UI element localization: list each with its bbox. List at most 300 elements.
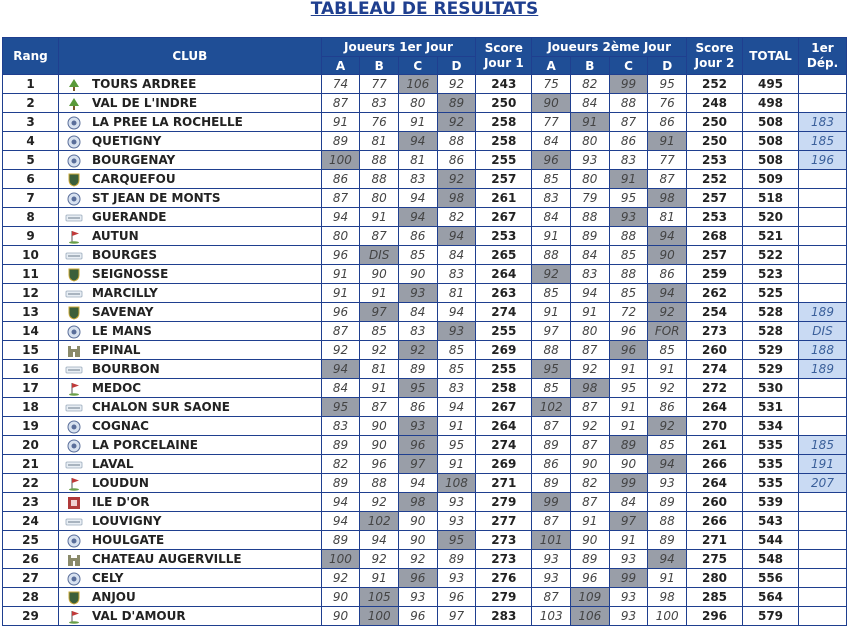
j2-score-b: 91 bbox=[570, 113, 609, 132]
j2-score-c: 91 bbox=[609, 531, 648, 550]
score-jour1: 269 bbox=[476, 341, 532, 360]
j2-score-d: 86 bbox=[648, 398, 687, 417]
j2-score-d: 98 bbox=[648, 189, 687, 208]
j2-score-d: 92 bbox=[648, 417, 687, 436]
j2-score-b: 87 bbox=[570, 341, 609, 360]
j1-score-a: 100 bbox=[321, 151, 360, 170]
score-jour2: 254 bbox=[687, 303, 743, 322]
j1-score-b: 91 bbox=[360, 379, 399, 398]
j1-score-b: 97 bbox=[360, 303, 399, 322]
j1-score-c: 95 bbox=[398, 379, 437, 398]
j1-score-d: 94 bbox=[437, 398, 476, 417]
club-name: LOUVIGNY bbox=[91, 514, 162, 528]
first-departure-cell bbox=[799, 246, 847, 265]
table-row bbox=[3, 398, 847, 417]
club-cell bbox=[58, 550, 321, 569]
score-jour2: 280 bbox=[687, 569, 743, 588]
j2-score-d: 91 bbox=[648, 132, 687, 151]
table-row bbox=[3, 265, 847, 284]
j1-score-a: 94 bbox=[321, 493, 360, 512]
club-name: VAL D'AMOUR bbox=[91, 609, 186, 623]
header-score2: Score Jour 2 bbox=[687, 38, 743, 75]
j2-score-b: 91 bbox=[570, 303, 609, 322]
first-departure-cell bbox=[799, 569, 847, 588]
score-jour1: 258 bbox=[476, 379, 532, 398]
total-cell: 539 bbox=[743, 493, 799, 512]
rank-cell: 18 bbox=[3, 398, 59, 417]
j2-score-a: 75 bbox=[532, 75, 571, 94]
score-jour1: 274 bbox=[476, 436, 532, 455]
j1-score-c: 93 bbox=[398, 284, 437, 303]
j1-score-a: 100 bbox=[321, 550, 360, 569]
j2-score-c: 93 bbox=[609, 550, 648, 569]
j2-score-a: 89 bbox=[532, 474, 571, 493]
score-jour2: 273 bbox=[687, 322, 743, 341]
j2-score-b: 92 bbox=[570, 360, 609, 379]
total-cell: 535 bbox=[743, 436, 799, 455]
j1-score-c: 86 bbox=[398, 227, 437, 246]
score-jour2: 252 bbox=[687, 75, 743, 94]
text-logo-icon bbox=[65, 363, 83, 377]
j2-score-a: 83 bbox=[532, 189, 571, 208]
j2-score-c: 99 bbox=[609, 75, 648, 94]
j2-score-d: 94 bbox=[648, 227, 687, 246]
results-table bbox=[2, 37, 847, 626]
j2-score-b: 82 bbox=[570, 474, 609, 493]
total-cell: 530 bbox=[743, 379, 799, 398]
j1-score-c: 90 bbox=[398, 512, 437, 531]
score-jour2: 257 bbox=[687, 246, 743, 265]
j2-score-d: FOR bbox=[648, 322, 687, 341]
j1-score-c: 89 bbox=[398, 360, 437, 379]
round-crest-icon bbox=[65, 325, 83, 339]
j1-score-a: 91 bbox=[321, 284, 360, 303]
header-dep: 1er Dép. bbox=[799, 38, 847, 75]
club-cell bbox=[58, 132, 321, 151]
j2-score-a: 91 bbox=[532, 303, 571, 322]
j2-score-c: 85 bbox=[609, 284, 648, 303]
j1-score-b: 102 bbox=[360, 512, 399, 531]
club-cell bbox=[58, 512, 321, 531]
table-row bbox=[3, 246, 847, 265]
club-name: BOURBON bbox=[91, 362, 160, 376]
j1-score-d: 92 bbox=[437, 170, 476, 189]
score-jour2: 262 bbox=[687, 284, 743, 303]
j1-score-a: 74 bbox=[321, 75, 360, 94]
j1-score-c: 98 bbox=[398, 493, 437, 512]
score-jour2: 268 bbox=[687, 227, 743, 246]
j1-score-b: 90 bbox=[360, 436, 399, 455]
j2-score-a: 88 bbox=[532, 341, 571, 360]
score-jour1: 255 bbox=[476, 151, 532, 170]
j2-score-c: 84 bbox=[609, 493, 648, 512]
total-cell: 525 bbox=[743, 284, 799, 303]
j1-score-a: 92 bbox=[321, 569, 360, 588]
club-name: LA PREE LA ROCHELLE bbox=[91, 115, 243, 129]
round-crest-icon bbox=[65, 154, 83, 168]
club-cell bbox=[58, 569, 321, 588]
first-departure-cell bbox=[799, 417, 847, 436]
header-j2-c: C bbox=[609, 57, 648, 75]
club-name: EPINAL bbox=[91, 343, 141, 357]
j1-score-d: 85 bbox=[437, 360, 476, 379]
j2-score-a: 97 bbox=[532, 322, 571, 341]
text-logo-icon bbox=[65, 401, 83, 415]
j1-score-d: 96 bbox=[437, 588, 476, 607]
club-name: BOURGES bbox=[91, 248, 158, 262]
j1-score-b: 87 bbox=[360, 227, 399, 246]
score-jour2: 270 bbox=[687, 417, 743, 436]
j1-score-c: 81 bbox=[398, 151, 437, 170]
score-jour2: 257 bbox=[687, 189, 743, 208]
club-cell bbox=[58, 265, 321, 284]
first-departure-cell: 185 bbox=[799, 436, 847, 455]
j1-score-a: 89 bbox=[321, 474, 360, 493]
total-cell: 535 bbox=[743, 455, 799, 474]
first-departure-cell bbox=[799, 588, 847, 607]
club-cell bbox=[58, 246, 321, 265]
header-rang: Rang bbox=[3, 38, 59, 75]
table-row bbox=[3, 569, 847, 588]
club-name: ST JEAN DE MONTS bbox=[91, 191, 221, 205]
j2-score-a: 85 bbox=[532, 379, 571, 398]
j1-score-a: 96 bbox=[321, 303, 360, 322]
total-cell: 498 bbox=[743, 94, 799, 113]
j2-score-b: 83 bbox=[570, 265, 609, 284]
tree-logo-icon bbox=[65, 78, 83, 92]
first-departure-cell bbox=[799, 550, 847, 569]
j2-score-d: 76 bbox=[648, 94, 687, 113]
rank-cell: 14 bbox=[3, 322, 59, 341]
page-title: TABLEAU DE RESULTATS bbox=[310, 0, 539, 19]
score-jour1: 269 bbox=[476, 455, 532, 474]
total-cell: 508 bbox=[743, 113, 799, 132]
club-cell bbox=[58, 531, 321, 550]
club-cell bbox=[58, 208, 321, 227]
j2-score-c: 91 bbox=[609, 170, 648, 189]
club-cell bbox=[58, 151, 321, 170]
table-row bbox=[3, 550, 847, 569]
j1-score-a: 84 bbox=[321, 379, 360, 398]
score-jour1: 250 bbox=[476, 94, 532, 113]
tree-logo-icon bbox=[65, 97, 83, 111]
header-total: TOTAL bbox=[743, 38, 799, 75]
score-jour2: 266 bbox=[687, 512, 743, 531]
rank-cell: 25 bbox=[3, 531, 59, 550]
club-cell bbox=[58, 227, 321, 246]
j1-score-c: 90 bbox=[398, 265, 437, 284]
j1-score-c: 83 bbox=[398, 322, 437, 341]
j1-score-c: 85 bbox=[398, 246, 437, 265]
table-row bbox=[3, 94, 847, 113]
score-jour2: 253 bbox=[687, 208, 743, 227]
club-cell bbox=[58, 322, 321, 341]
j2-score-c: 95 bbox=[609, 189, 648, 208]
total-cell: 529 bbox=[743, 341, 799, 360]
header-jour1: Joueurs 1er Jour bbox=[321, 38, 476, 57]
flag-logo-icon bbox=[65, 610, 83, 624]
club-name: BOURGENAY bbox=[91, 153, 176, 167]
first-departure-cell bbox=[799, 170, 847, 189]
club-name: GUERANDE bbox=[91, 210, 167, 224]
flag-logo-icon bbox=[65, 230, 83, 244]
first-departure-cell: 189 bbox=[799, 303, 847, 322]
j2-score-d: 85 bbox=[648, 341, 687, 360]
score-jour2: 264 bbox=[687, 474, 743, 493]
j2-score-b: 89 bbox=[570, 550, 609, 569]
j2-score-a: 92 bbox=[532, 265, 571, 284]
score-jour2: 275 bbox=[687, 550, 743, 569]
text-logo-icon bbox=[65, 515, 83, 529]
first-departure-cell bbox=[799, 493, 847, 512]
castle-logo-icon bbox=[65, 344, 83, 358]
j1-score-d: 85 bbox=[437, 341, 476, 360]
j1-score-d: 93 bbox=[437, 569, 476, 588]
header-j1-c: C bbox=[398, 57, 437, 75]
j1-score-b: 77 bbox=[360, 75, 399, 94]
shield-logo-icon bbox=[65, 591, 83, 605]
score-jour2: 250 bbox=[687, 132, 743, 151]
text-logo-icon bbox=[65, 458, 83, 472]
table-row bbox=[3, 436, 847, 455]
score-jour1: 255 bbox=[476, 322, 532, 341]
j1-score-d: 94 bbox=[437, 303, 476, 322]
text-logo-icon bbox=[65, 211, 83, 225]
score-jour1: 258 bbox=[476, 113, 532, 132]
j1-score-d: 83 bbox=[437, 265, 476, 284]
club-cell bbox=[58, 493, 321, 512]
j2-score-c: 93 bbox=[609, 208, 648, 227]
header-j2-b: B bbox=[570, 57, 609, 75]
j2-score-b: 80 bbox=[570, 322, 609, 341]
header-j1-a: A bbox=[321, 57, 360, 75]
j2-score-c: 88 bbox=[609, 265, 648, 284]
score-jour1: 274 bbox=[476, 303, 532, 322]
j1-score-c: 94 bbox=[398, 189, 437, 208]
club-name: ANJOU bbox=[91, 590, 136, 604]
table-row bbox=[3, 341, 847, 360]
score-jour2: 272 bbox=[687, 379, 743, 398]
j1-score-b: 91 bbox=[360, 208, 399, 227]
club-cell bbox=[58, 398, 321, 417]
j2-score-c: 91 bbox=[609, 398, 648, 417]
j1-score-b: 100 bbox=[360, 607, 399, 626]
j2-score-a: 102 bbox=[532, 398, 571, 417]
club-name: TOURS ARDREE bbox=[91, 77, 197, 91]
club-name: CHALON SUR SAONE bbox=[91, 400, 230, 414]
score-jour1: 263 bbox=[476, 284, 532, 303]
j2-score-b: 98 bbox=[570, 379, 609, 398]
shield-logo-icon bbox=[65, 268, 83, 282]
score-jour2: 248 bbox=[687, 94, 743, 113]
header-j2-d: D bbox=[648, 57, 687, 75]
club-name: CELY bbox=[91, 571, 124, 585]
header-club: CLUB bbox=[58, 38, 321, 75]
rank-cell: 6 bbox=[3, 170, 59, 189]
j1-score-c: 97 bbox=[398, 455, 437, 474]
score-jour1: 276 bbox=[476, 569, 532, 588]
j2-score-d: 95 bbox=[648, 75, 687, 94]
score-jour1: 273 bbox=[476, 531, 532, 550]
square-logo-icon bbox=[65, 496, 83, 510]
j2-score-b: 88 bbox=[570, 208, 609, 227]
club-name: LOUDUN bbox=[91, 476, 149, 490]
score-jour1: 267 bbox=[476, 208, 532, 227]
first-departure-cell bbox=[799, 265, 847, 284]
table-row bbox=[3, 303, 847, 322]
rank-cell: 22 bbox=[3, 474, 59, 493]
score-jour1: 255 bbox=[476, 360, 532, 379]
j2-score-a: 95 bbox=[532, 360, 571, 379]
j2-score-d: 94 bbox=[648, 284, 687, 303]
total-cell: 520 bbox=[743, 208, 799, 227]
j1-score-a: 87 bbox=[321, 189, 360, 208]
j2-score-a: 101 bbox=[532, 531, 571, 550]
j2-score-c: 99 bbox=[609, 569, 648, 588]
first-departure-cell bbox=[799, 379, 847, 398]
header-j1-b: B bbox=[360, 57, 399, 75]
club-cell bbox=[58, 607, 321, 626]
j1-score-c: 94 bbox=[398, 474, 437, 493]
text-logo-icon bbox=[65, 249, 83, 263]
j2-score-a: 99 bbox=[532, 493, 571, 512]
j1-score-d: 82 bbox=[437, 208, 476, 227]
j2-score-d: 85 bbox=[648, 436, 687, 455]
first-departure-cell bbox=[799, 607, 847, 626]
round-crest-icon bbox=[65, 420, 83, 434]
j1-score-a: 87 bbox=[321, 94, 360, 113]
j2-score-a: 96 bbox=[532, 151, 571, 170]
j1-score-d: 95 bbox=[437, 531, 476, 550]
j1-score-a: 87 bbox=[321, 322, 360, 341]
rank-cell: 24 bbox=[3, 512, 59, 531]
rank-cell: 5 bbox=[3, 151, 59, 170]
j1-score-d: 108 bbox=[437, 474, 476, 493]
j1-score-b: 91 bbox=[360, 569, 399, 588]
rank-cell: 2 bbox=[3, 94, 59, 113]
j2-score-a: 93 bbox=[532, 569, 571, 588]
j1-score-d: 92 bbox=[437, 113, 476, 132]
first-departure-cell bbox=[799, 227, 847, 246]
j2-score-b: 90 bbox=[570, 455, 609, 474]
total-cell: 544 bbox=[743, 531, 799, 550]
score-jour1: 264 bbox=[476, 265, 532, 284]
j2-score-b: 87 bbox=[570, 493, 609, 512]
j2-score-c: 97 bbox=[609, 512, 648, 531]
j1-score-c: 96 bbox=[398, 607, 437, 626]
j1-score-a: 82 bbox=[321, 455, 360, 474]
first-departure-cell: 196 bbox=[799, 151, 847, 170]
j2-score-b: 84 bbox=[570, 94, 609, 113]
club-name: VAL DE L'INDRE bbox=[91, 96, 198, 110]
j1-score-c: 91 bbox=[398, 113, 437, 132]
rank-cell: 11 bbox=[3, 265, 59, 284]
j2-score-c: 93 bbox=[609, 607, 648, 626]
table-row bbox=[3, 493, 847, 512]
club-name: CHATEAU AUGERVILLE bbox=[91, 552, 242, 566]
j1-score-b: 96 bbox=[360, 455, 399, 474]
j1-score-c: 84 bbox=[398, 303, 437, 322]
table-row bbox=[3, 417, 847, 436]
j1-score-c: 86 bbox=[398, 398, 437, 417]
rank-cell: 1 bbox=[3, 75, 59, 94]
total-cell: 564 bbox=[743, 588, 799, 607]
j2-score-b: 80 bbox=[570, 132, 609, 151]
score-jour2: 274 bbox=[687, 360, 743, 379]
j1-score-a: 89 bbox=[321, 436, 360, 455]
score-jour1: 243 bbox=[476, 75, 532, 94]
j2-score-b: 79 bbox=[570, 189, 609, 208]
j1-score-a: 90 bbox=[321, 607, 360, 626]
total-cell: 518 bbox=[743, 189, 799, 208]
j1-score-b: 81 bbox=[360, 360, 399, 379]
j2-score-a: 77 bbox=[532, 113, 571, 132]
total-cell: 579 bbox=[743, 607, 799, 626]
first-departure-cell: DIS bbox=[799, 322, 847, 341]
j2-score-a: 91 bbox=[532, 227, 571, 246]
club-name: ILE D'OR bbox=[91, 495, 150, 509]
score-jour1: 283 bbox=[476, 607, 532, 626]
j1-score-d: 83 bbox=[437, 379, 476, 398]
j2-score-a: 84 bbox=[532, 208, 571, 227]
score-jour1: 264 bbox=[476, 417, 532, 436]
total-cell: 509 bbox=[743, 170, 799, 189]
club-cell bbox=[58, 360, 321, 379]
total-cell: 521 bbox=[743, 227, 799, 246]
score-jour1: 279 bbox=[476, 493, 532, 512]
club-name: HOULGATE bbox=[91, 533, 165, 547]
j2-score-a: 93 bbox=[532, 550, 571, 569]
total-cell: 522 bbox=[743, 246, 799, 265]
j1-score-b: 81 bbox=[360, 132, 399, 151]
j2-score-d: 89 bbox=[648, 493, 687, 512]
j1-score-a: 96 bbox=[321, 246, 360, 265]
score-jour1: 258 bbox=[476, 132, 532, 151]
j1-score-c: 93 bbox=[398, 417, 437, 436]
total-cell: 556 bbox=[743, 569, 799, 588]
first-departure-cell bbox=[799, 75, 847, 94]
score-jour2: 264 bbox=[687, 398, 743, 417]
rank-cell: 16 bbox=[3, 360, 59, 379]
j1-score-d: 98 bbox=[437, 189, 476, 208]
shield-logo-icon bbox=[65, 306, 83, 320]
j2-score-c: 83 bbox=[609, 151, 648, 170]
first-departure-cell: 185 bbox=[799, 132, 847, 151]
j1-score-d: 89 bbox=[437, 550, 476, 569]
score-jour2: 271 bbox=[687, 531, 743, 550]
j1-score-b: 92 bbox=[360, 341, 399, 360]
total-cell: 543 bbox=[743, 512, 799, 531]
score-jour2: 259 bbox=[687, 265, 743, 284]
j2-score-a: 103 bbox=[532, 607, 571, 626]
table-row bbox=[3, 170, 847, 189]
j2-score-b: 87 bbox=[570, 398, 609, 417]
j2-score-a: 89 bbox=[532, 436, 571, 455]
j2-score-c: 89 bbox=[609, 436, 648, 455]
j1-score-d: 97 bbox=[437, 607, 476, 626]
j2-score-c: 91 bbox=[609, 360, 648, 379]
table-row bbox=[3, 189, 847, 208]
score-jour2: 260 bbox=[687, 493, 743, 512]
rank-cell: 8 bbox=[3, 208, 59, 227]
club-cell bbox=[58, 94, 321, 113]
score-jour2: 260 bbox=[687, 341, 743, 360]
j1-score-d: 86 bbox=[437, 151, 476, 170]
score-jour1: 267 bbox=[476, 398, 532, 417]
j2-score-d: 94 bbox=[648, 550, 687, 569]
club-name: AUTUN bbox=[91, 229, 139, 243]
rank-cell: 7 bbox=[3, 189, 59, 208]
